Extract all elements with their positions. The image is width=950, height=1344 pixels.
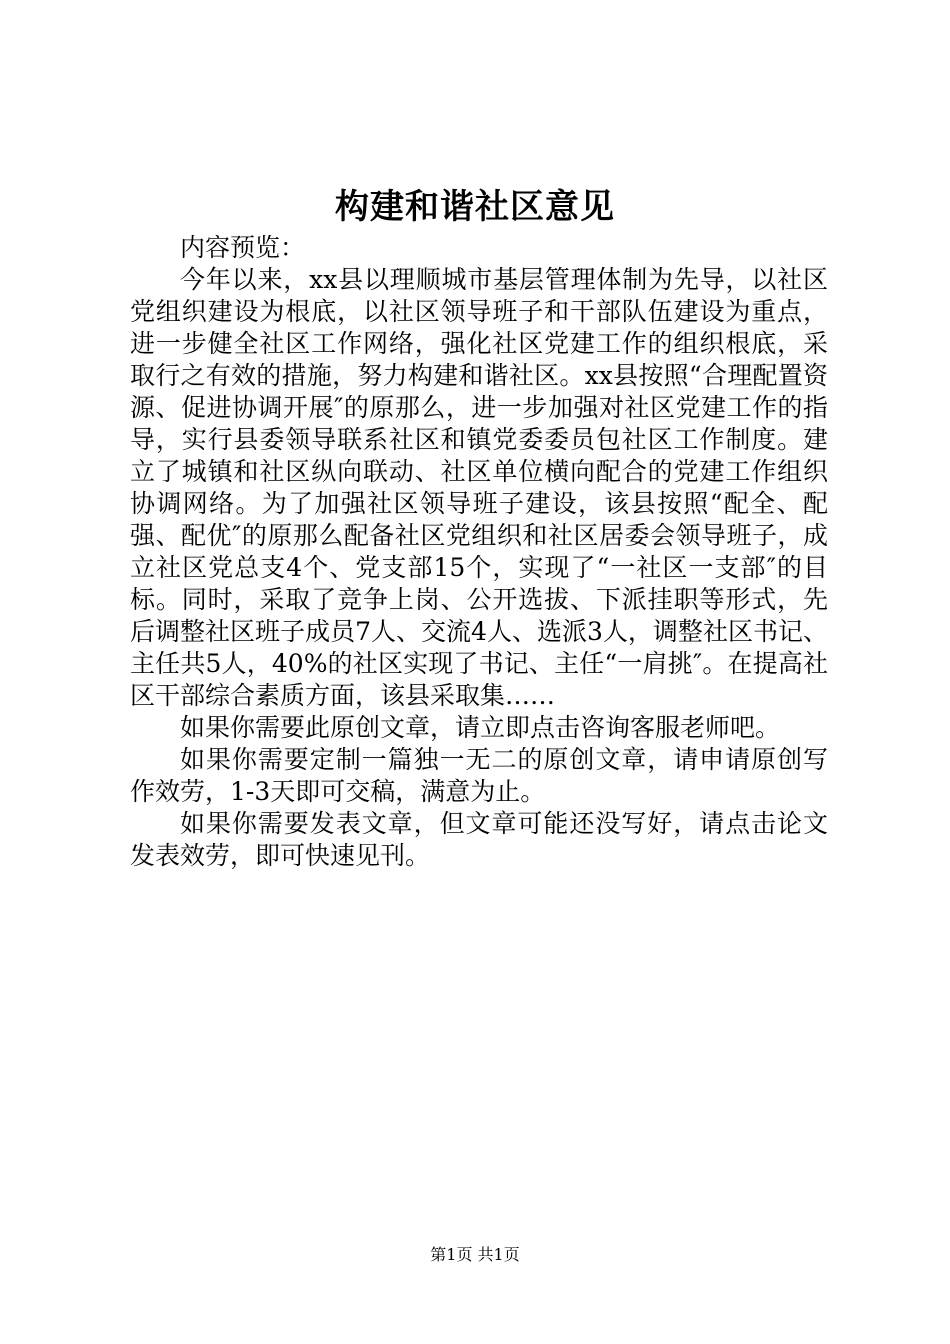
page-number-footer: 第1页 共1页 — [430, 1245, 520, 1264]
body-paragraph-custom-writing: 如果你需要定制一篇独一无二的原创文章，请申请原创写作效劳，1-3天即可交稿，满意为止。 — [130, 745, 828, 806]
document-body — [130, 232, 828, 872]
body-paragraph-main: 今年以来，xx县以理顺城市基层管理体制为先导，以社区党组织建设为根底，以社区领导班子和干部队伍建设为重点，进一步健全社区工作网络，强化社区党建工作的组织根底，采取行之有效的措施，努力构建和谐社区。xx县按照“合理配置资源、促进协调开展″的原那么，进一步加强对社区党建工作的指导，实行县委领导联系社区和镇党委委员包社区工作制度。建立了城镇和社区纵向联动、社区单位横向配合的党建工作组织协调网络。为了加强社区领导班子建设，该县按照“配全、配强、配优″的原那么配备社区党组织和社区居委会领导班子，成立社区党总支4个、党支部15个，实现了“一社区一支部″的目标。同时，采取了竞争上岗、公开选拔、下派挂职等形式，先后调整社区班子成员7人、交流4人、选派3人，调整社区书记、主任共5人，40%的社区实现了书记、主任“一肩挑″。在提高社区干部综合素质方面，该县采取集…… — [130, 265, 828, 710]
document-title: 构建和谐社区意见 — [335, 187, 615, 227]
body-paragraph-publish: 如果你需要发表文章，但文章可能还没写好，请点击论文发表效劳，即可快速见刊。 — [130, 809, 828, 870]
preview-label: 内容预览： — [180, 233, 306, 262]
body-paragraph-consult: 如果你需要此原创文章，请立即点击咨询客服老师吧。 — [180, 713, 781, 742]
